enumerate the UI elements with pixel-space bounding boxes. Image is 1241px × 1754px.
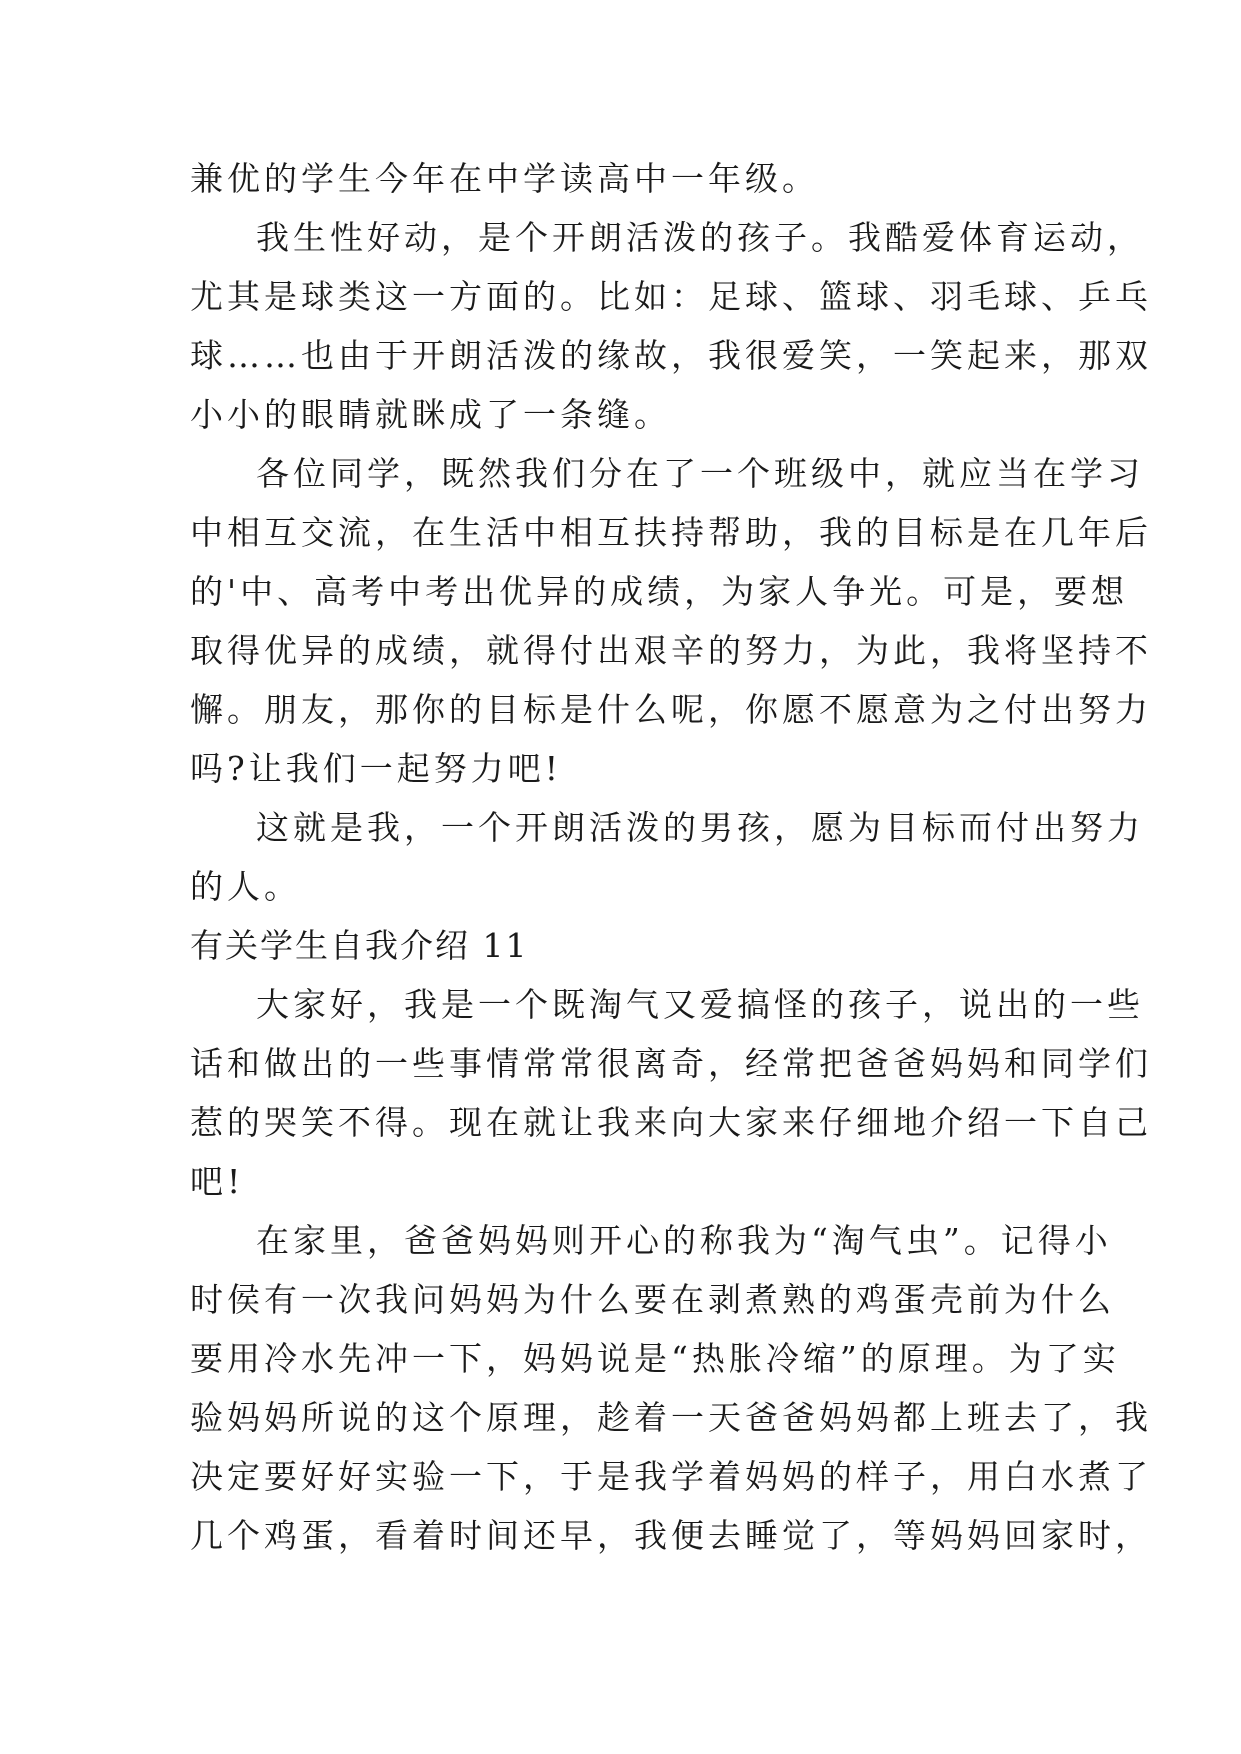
text-line: 小小的眼睛就眯成了一条缝。 [190, 395, 671, 434]
paragraph-start-line: 我生性好动，是个开朗活泼的孩子。我酷爱体育运动， [256, 218, 1144, 257]
text-line: 中相互交流，在生活中相互扶持帮助，我的目标是在几年后 [190, 513, 1152, 552]
text-line: 的'中、高考中考出优异的成绩，为家人争光。可是，要想 [190, 572, 1129, 611]
text-line: 吗?让我们一起努力吧! [190, 749, 562, 788]
text-line: 的人。 [190, 867, 301, 906]
text-line: 话和做出的一些事情常常很离奇，经常把爸爸妈妈和同学们 [190, 1044, 1152, 1083]
text-line: 球……也由于开朗活泼的缘故，我很爱笑，一笑起来，那双 [190, 336, 1152, 375]
text-line: 吧! [190, 1162, 245, 1201]
text-line: 时侯有一次我问妈妈为什么要在剥煮熟的鸡蛋壳前为什么 [190, 1280, 1115, 1319]
text-line: 尤其是球类这一方面的。比如：足球、篮球、羽毛球、乒乓 [190, 277, 1152, 316]
paragraph-start-line: 各位同学，既然我们分在了一个班级中，就应当在学习 [256, 454, 1144, 493]
text-line: 兼优的学生今年在中学读高中一年级。 [190, 159, 819, 198]
text-line: 惹的哭笑不得。现在就让我来向大家来仔细地介绍一下自己 [190, 1103, 1152, 1142]
text-line: 几个鸡蛋，看着时间还早，我便去睡觉了，等妈妈回家时， [190, 1516, 1152, 1555]
paragraph-start-line: 大家好，我是一个既淘气又爱搞怪的孩子，说出的一些 [256, 985, 1144, 1024]
section-heading: 有关学生自我介绍 11 [190, 926, 529, 965]
paragraph-start-line: 在家里，爸爸妈妈则开心的称我为“淘气虫”。记得小 [256, 1221, 1112, 1260]
text-line: 决定要好好实验一下，于是我学着妈妈的样子，用白水煮了 [190, 1457, 1152, 1496]
text-line: 要用冷水先冲一下，妈妈说是“热胀冷缩”的原理。为了实 [190, 1339, 1120, 1378]
text-line: 验妈妈所说的这个原理，趁着一天爸爸妈妈都上班去了，我 [190, 1398, 1152, 1437]
text-line: 取得优异的成绩，就得付出艰辛的努力，为此，我将坚持不 [190, 631, 1152, 670]
paragraph-start-line: 这就是我，一个开朗活泼的男孩，愿为目标而付出努力 [256, 808, 1144, 847]
text-line: 懈。朋友，那你的目标是什么呢，你愿不愿意为之付出努力 [190, 690, 1152, 729]
